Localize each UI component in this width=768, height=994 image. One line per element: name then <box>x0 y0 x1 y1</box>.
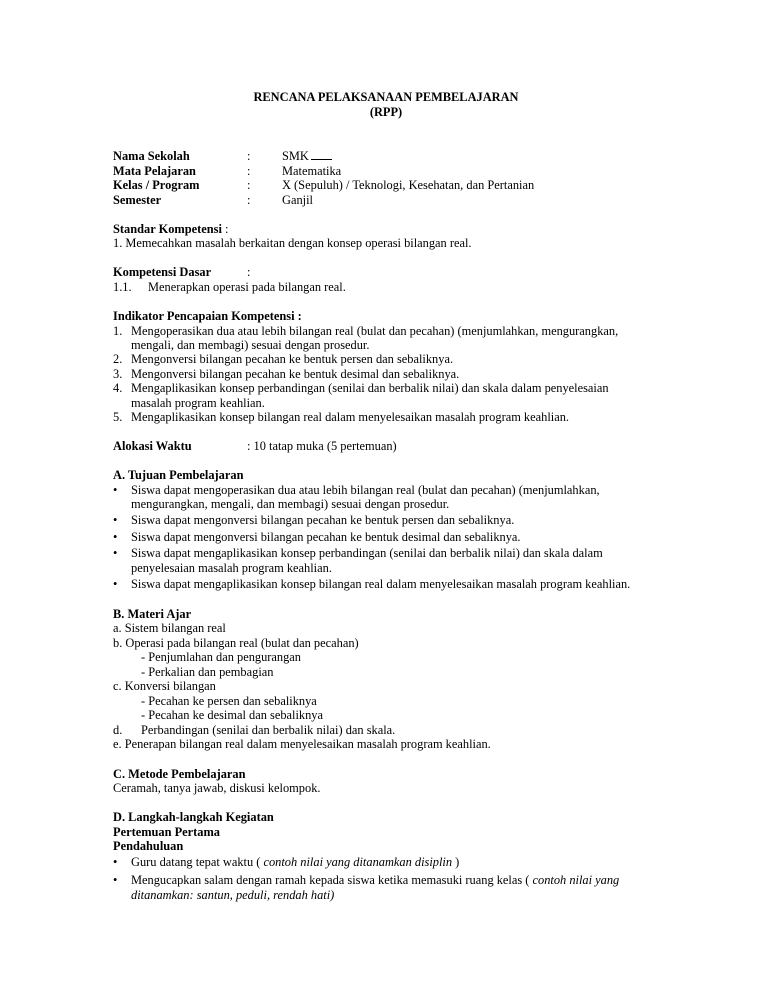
bullet-icon: • <box>113 546 118 560</box>
ipk-item: Mengaplikasikan konsep bilangan real dalam menyelesaikan masalah program keahlian. <box>131 410 569 424</box>
ipk-num: 4. <box>113 381 123 395</box>
ipk-num: 2. <box>113 352 123 366</box>
identity-sep: : <box>247 164 251 178</box>
identity-label-subject: Mata Pelajaran <box>113 164 196 178</box>
ipk-item: Mengaplikasikan konsep perbandingan (senilai dan berbalik nilai) dan skala dalam penyelesaian <box>131 381 609 395</box>
materi-item-e: e. Penerapan bilangan real dalam menyelesaikan masalah program keahlian. <box>113 737 491 751</box>
identity-label-school: Nama Sekolah <box>113 149 190 163</box>
identity-label-semester: Semester <box>113 193 162 207</box>
tujuan-heading: A. Tujuan Pembelajaran <box>113 468 244 482</box>
kd-item: Menerapkan operasi pada bilangan real. <box>148 280 346 294</box>
document-title: RENCANA PELAKSANAAN PEMBELAJARAN <box>253 90 519 104</box>
identity-value-semester: Ganjil <box>282 193 313 207</box>
tujuan-item: Siswa dapat mengaplikasikan konsep bilangan real dalam menyelesaikan masalah program keahlian. <box>131 577 631 591</box>
ipk-item: Mengonversi bilangan pecahan ke bentuk persen dan sebaliknya. <box>131 352 454 366</box>
langkah-item-cont: ditanamkan: santun, peduli, rendah hati) <box>131 888 335 902</box>
identity-sep: : <box>247 193 251 207</box>
pertemuan-heading: Pertemuan Pertama <box>113 825 220 839</box>
materi-item-d: Perbandingan (senilai dan berbalik nilai) dan skala. <box>141 723 396 737</box>
bullet-icon: • <box>113 855 118 869</box>
tujuan-item-cont: mengurangkan, mengali, dan membagi) sesuai dengan prosedur. <box>131 497 450 511</box>
pendahuluan-heading: Pendahuluan <box>113 839 184 853</box>
ipk-item-cont: masalah program keahlian. <box>131 396 265 410</box>
blank-underline <box>311 150 332 160</box>
bullet-icon: • <box>113 530 118 544</box>
materi-sub-b1: - Penjumlahan dan pengurangan <box>141 650 301 664</box>
ipk-item: Mengonversi bilangan pecahan ke bentuk desimal dan sebaliknya. <box>131 367 460 381</box>
bullet-icon: • <box>113 483 118 497</box>
materi-item-b: b. Operasi pada bilangan real (bulat dan pecahan) <box>113 636 359 650</box>
materi-sub-b2: - Perkalian dan pembagian <box>141 665 274 679</box>
alokasi-label: Alokasi Waktu <box>113 439 192 453</box>
ipk-heading: Indikator Pencapaian Kompetensi : <box>113 309 302 323</box>
materi-item-a: a. Sistem bilangan real <box>113 621 226 635</box>
bullet-icon: • <box>113 577 118 591</box>
ipk-num: 1. <box>113 324 123 338</box>
kd-num: 1.1. <box>113 280 132 294</box>
materi-sub-c1: - Pecahan ke persen dan sebaliknya <box>141 694 317 708</box>
materi-sub-c2: - Pecahan ke desimal dan sebaliknya <box>141 708 324 722</box>
tujuan-item: Siswa dapat mengonversi bilangan pecahan ke bentuk desimal dan sebaliknya. <box>131 530 521 544</box>
metode-text: Ceramah, tanya jawab, diskusi kelompok. <box>113 781 321 795</box>
identity-value-class: X (Sepuluh) / Teknologi, Kesehatan, dan Pertanian <box>282 178 535 192</box>
bullet-icon: • <box>113 513 118 527</box>
ipk-item: Mengoperasikan dua atau lebih bilangan real (bulat dan pecahan) (menjumlahkan, mengurangkan, <box>131 324 619 338</box>
tujuan-item: Siswa dapat mengonversi bilangan pecahan ke bentuk persen dan sebaliknya. <box>131 513 515 527</box>
langkah-item: Guru datang tepat waktu ( contoh nilai yang ditanamkan disiplin ) <box>131 855 460 869</box>
ipk-num: 5. <box>113 410 123 424</box>
identity-value-school: SMK <box>282 149 332 164</box>
materi-item-c: c. Konversi bilangan <box>113 679 216 693</box>
ipk-num: 3. <box>113 367 123 381</box>
tujuan-item-cont: penyelesaian masalah program keahlian. <box>131 561 332 575</box>
ipk-item-cont: mengali, dan membagi) sesuai dengan prosedur. <box>131 338 370 352</box>
tujuan-item: Siswa dapat mengoperasikan dua atau lebih bilangan real (bulat dan pecahan) (menjumlahkan, <box>131 483 600 497</box>
identity-sep: : <box>247 149 251 163</box>
materi-heading: B. Materi Ajar <box>113 607 192 621</box>
kd-sep: : <box>247 265 251 279</box>
identity-value-subject: Matematika <box>282 164 342 178</box>
materi-item-d-num: d. <box>113 723 123 737</box>
kd-heading: Kompetensi Dasar <box>113 265 212 279</box>
document-subtitle: (RPP) <box>369 105 403 119</box>
bullet-icon: • <box>113 873 118 887</box>
sk-heading: Standar Kompetensi : <box>113 222 229 236</box>
langkah-item: Mengucapkan salam dengan ramah kepada siswa ketika memasuki ruang kelas ( contoh nilai yang <box>131 873 620 887</box>
langkah-heading: D. Langkah-langkah Kegiatan <box>113 810 274 824</box>
metode-heading: C. Metode Pembelajaran <box>113 767 246 781</box>
sk-item: 1. Memecahkan masalah berkaitan dengan konsep operasi bilangan real. <box>113 236 472 250</box>
tujuan-item: Siswa dapat mengaplikasikan konsep perbandingan (senilai dan berbalik nilai) dan skala dalam <box>131 546 603 560</box>
identity-sep: : <box>247 178 251 192</box>
identity-label-class: Kelas / Program <box>113 178 200 192</box>
alokasi-value: : 10 tatap muka (5 pertemuan) <box>247 439 397 453</box>
